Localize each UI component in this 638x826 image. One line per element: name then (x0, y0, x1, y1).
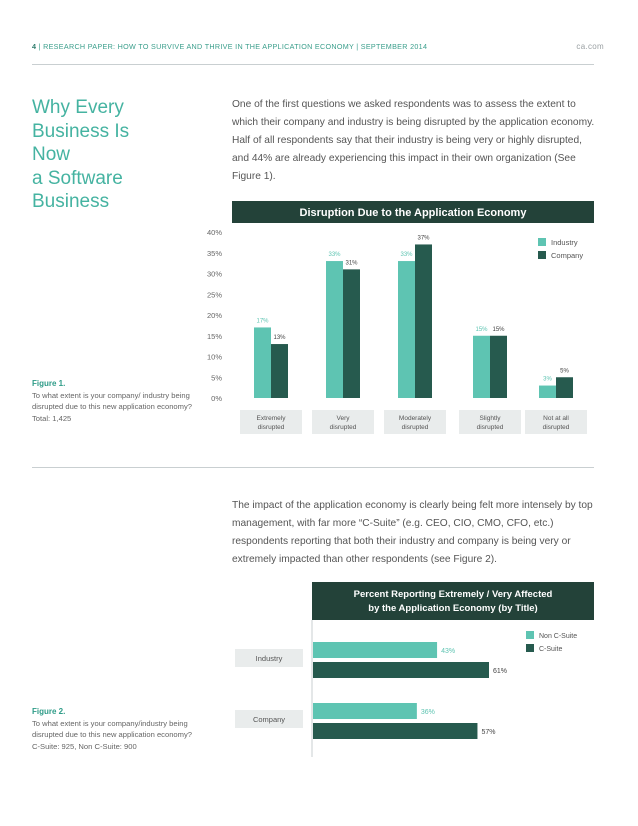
figure2-caption (32, 706, 217, 752)
bar-value-label: 43% (441, 648, 456, 655)
y-tick-label: 30% (206, 269, 222, 279)
bar-c-suite (313, 662, 489, 678)
bar-value-label: 15% (475, 326, 488, 333)
bar-value-label: 33% (400, 252, 413, 259)
bar-value-label: 37% (417, 235, 430, 242)
bar-value-label: 3% (543, 376, 552, 383)
x-tick-label: disrupted (329, 424, 357, 431)
figure2-total: C-Suite: 925, Non C-Suite: 900 (32, 741, 137, 751)
legend-swatch (526, 644, 534, 652)
bar-value-label: 36% (420, 709, 435, 716)
legend-label: Company (551, 251, 584, 260)
bar-value-label: 33% (328, 252, 341, 259)
intro-paragraph: One of the first questions we asked respondents was to assess the extent to which their company and industry is being disrupted by the application economy. Half of all respondents say that their industry is being very or highly disrupted, and 44% are already experiencing this impact in their own organization (See Figure 1). (232, 99, 595, 182)
bar-non-c-suite (313, 703, 417, 719)
section-title-line: Business Is (32, 120, 130, 142)
y-tick-label: Industry (255, 654, 283, 663)
figure2-label: Figure 2. (32, 707, 66, 716)
chart2-title-band (312, 582, 594, 620)
y-tick-label: Company (252, 715, 286, 724)
y-tick-label: 25% (206, 290, 222, 300)
chart1-title: Disruption Due to the Application Economy (299, 207, 527, 219)
figure1-label: Figure 1. (32, 379, 66, 388)
section-title-line: Why Every (32, 97, 124, 118)
page-number: 4 (32, 42, 37, 51)
figure1-total: Total: 1,425 (32, 413, 72, 423)
x-tick-label: disrupted (542, 424, 570, 431)
bar-value-label: 13% (273, 335, 286, 342)
figure1-text: To what extent is your company/ industry being disrupted due to this new application economy? (32, 390, 192, 411)
x-tick-label: Not at all (543, 415, 569, 422)
legend-label: C-Suite (539, 646, 563, 653)
chart2-title: by the Application Economy (by Title) (368, 603, 538, 614)
y-tick-label: 0% (211, 394, 222, 403)
section-title-line: Business (32, 191, 110, 212)
section-title-line: Now (32, 144, 71, 165)
x-tick-label: disrupted (476, 424, 504, 431)
bar-value-label: 5% (560, 368, 569, 375)
y-tick-label: 15% (206, 331, 222, 341)
figure2-text: To what extent is your company/industry being disrupted due to this new application economy? (32, 718, 192, 739)
bar-non-c-suite (313, 642, 437, 658)
y-tick-label: 35% (206, 248, 222, 258)
bar-value-label: 61% (493, 668, 508, 675)
bar-value-label: 31% (345, 260, 358, 267)
site-link[interactable]: ca.com (576, 42, 604, 51)
legend-label: Non C-Suite (539, 633, 578, 640)
bar-value-label: 57% (481, 729, 496, 736)
y-tick-label: 40% (206, 228, 222, 237)
y-tick-label: 20% (206, 311, 222, 320)
x-tick-label: disrupted (257, 424, 285, 431)
legend-label: Industry (551, 238, 578, 247)
second-paragraph: The impact of the application economy is clearly being felt more intensely by top management, with far more “C-Suite” (e.g. CEO, CIO, CMO, CFO, etc.) respondents reporting that both their industry and company is being very or extremely impacted than other respondents (see Figure 2). (232, 500, 593, 565)
x-tick-label: Very (336, 415, 350, 422)
legend-swatch (526, 631, 534, 639)
bar-value-label: 17% (256, 318, 269, 325)
y-tick-label: 5% (211, 373, 222, 383)
x-tick-label: disrupted (401, 424, 429, 431)
chart2-title: Percent Reporting Extremely / Very Affected (353, 589, 553, 600)
x-tick-label: Slightly (479, 415, 501, 422)
x-tick-label: Extremely (256, 415, 286, 422)
y-tick-label: 10% (206, 352, 222, 362)
x-tick-label: Moderately (398, 415, 432, 422)
bar-c-suite (313, 723, 477, 739)
section-title-line: a Software (32, 167, 123, 189)
bar-value-label: 15% (492, 326, 505, 333)
running-title: | RESEARCH PAPER: HOW TO SURVIVE AND THRIVE IN THE APPLICATION ECONOMY | SEPTEMBER 2014 (38, 42, 428, 51)
